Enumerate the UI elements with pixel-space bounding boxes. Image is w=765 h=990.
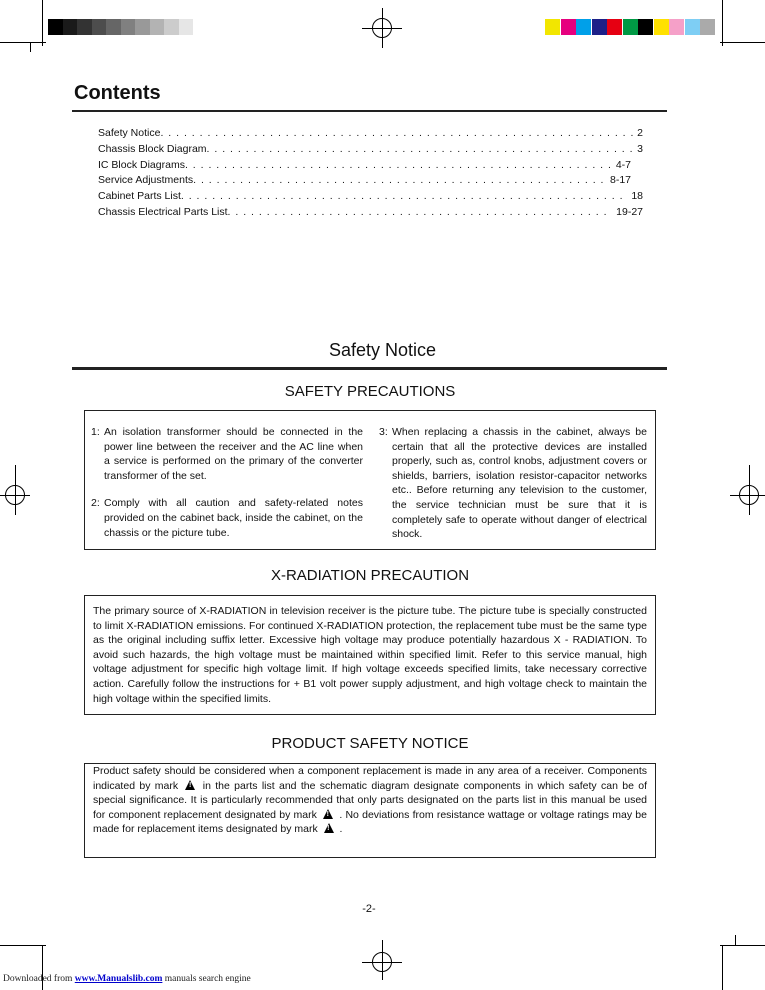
toc-label: Chassis Electrical Parts List bbox=[98, 205, 228, 218]
gray-swatch bbox=[106, 19, 121, 35]
gray-swatch bbox=[179, 19, 194, 35]
toc-label: Cabinet Parts List bbox=[98, 190, 181, 203]
product-text-part: in the parts list and the schematic diagram designate components in which safety can be of special significance. It is particularly recommended that only parts designated on the parts list in this manual be used for component replacement designated by mark bbox=[93, 779, 648, 821]
toc-entry[interactable] bbox=[98, 173, 643, 189]
precaution-item bbox=[379, 425, 647, 542]
toc-entry[interactable] bbox=[98, 142, 643, 158]
color-swatch bbox=[545, 19, 560, 35]
product-text-part: . No deviations from resistance wattage or voltage ratings may be made for replacement items designated by mark bbox=[93, 808, 647, 836]
toc-entry[interactable] bbox=[98, 189, 643, 205]
color-swatch bbox=[669, 19, 684, 35]
toc-page: 2 bbox=[637, 127, 643, 139]
gray-swatch bbox=[164, 19, 179, 35]
precaution-text: When replacing a chassis in the cabinet, always be certain that all the protective devices are installed properly, such as, control knobs, adjustment covers or shields, barriers, isolation resistor-capacitor networks etc.. Before returning any television to the customer, the service technician must be sure that it is completely safe to operate without danger of electrical shock. bbox=[392, 426, 647, 541]
manualslib-link[interactable]: www.Manualslib.com bbox=[74, 974, 163, 984]
precaution-item bbox=[91, 496, 363, 540]
xray-box bbox=[84, 595, 656, 715]
safety-divider bbox=[72, 367, 667, 370]
gray-swatch bbox=[48, 19, 63, 35]
precaution-number: 2: bbox=[91, 497, 100, 510]
toc-leader bbox=[193, 173, 606, 189]
toc-label: Service Adjustments bbox=[98, 174, 194, 187]
precaution-item bbox=[91, 425, 363, 483]
color-swatch bbox=[561, 19, 576, 35]
color-swatch bbox=[592, 19, 607, 35]
color-swatch bbox=[623, 19, 638, 35]
product-text-part: Product safety should be considered when a component replacement is made in any area of a receiver. Components indicated by mark bbox=[93, 765, 647, 792]
precaution-number: 3: bbox=[379, 426, 388, 438]
gray-swatch bbox=[92, 19, 107, 35]
toc-page: 18 bbox=[631, 190, 643, 203]
precaution-number: 1: bbox=[91, 426, 100, 438]
precaution-text: An isolation transformer should be connected in the power line between the receiver and the AC line when a service is performed on the primary of the converter transformer of the set. bbox=[104, 426, 363, 482]
xray-heading: X-RADIATION PRECAUTION bbox=[270, 567, 470, 584]
contents-title: Contents bbox=[74, 82, 161, 104]
footer-suffix: manuals search engine bbox=[164, 974, 251, 984]
warning-triangle-icon bbox=[324, 823, 334, 833]
contents-divider bbox=[72, 110, 667, 112]
toc-entry[interactable] bbox=[98, 158, 643, 174]
page-number: -2- bbox=[362, 903, 376, 915]
toc-page: 4-7 bbox=[615, 158, 631, 171]
gray-swatch bbox=[135, 19, 150, 35]
toc-page: 19-27 bbox=[616, 205, 643, 218]
table-of-contents bbox=[98, 126, 643, 221]
warning-triangle-icon bbox=[323, 809, 333, 819]
color-swatch bbox=[685, 19, 700, 35]
toc-leader bbox=[207, 142, 634, 158]
footer-prefix: Downloaded from bbox=[3, 974, 73, 984]
toc-leader bbox=[185, 158, 612, 174]
toc-label: IC Block Diagrams bbox=[98, 158, 185, 171]
toc-entry[interactable] bbox=[98, 205, 643, 221]
download-footer bbox=[3, 974, 251, 984]
toc-leader bbox=[181, 189, 627, 205]
xray-text: The primary source of X-RADIATION in television receiver is the picture tube. The picture tube is specially constructed to limit X-RADIATION emissions. For continued X-RADIATION protection, the replacement tube must be the same type as the original including suffix letter. Excessive high voltage may produce potentially hazardous X - RADIATION. To avoid such hazards, the high voltage must be maintained within specified limit. Refer to this service manual, high voltage adjustment for specific high voltage limit. If high voltage exceeds specified limits, take necessary corrective action. Carefully follow the instructions for + B1 volt power supply adjustment, and high voltage check to maintain the high voltage within the specified limits. bbox=[93, 605, 647, 705]
toc-leader bbox=[160, 126, 633, 142]
safety-notice-title: Safety Notice bbox=[328, 340, 437, 360]
gray-swatch bbox=[77, 19, 92, 35]
color-swatch bbox=[654, 19, 669, 35]
color-swatch bbox=[607, 19, 622, 35]
product-safety-heading: PRODUCT SAFETY NOTICE bbox=[271, 735, 469, 752]
toc-page: 8-17 bbox=[609, 174, 631, 187]
toc-entry[interactable] bbox=[98, 126, 643, 142]
toc-page: 3 bbox=[637, 142, 643, 155]
precaution-text: Comply with all caution and safety-related notes provided on the cabinet back, inside the cabinet, on the chassis or the picture tube. bbox=[104, 497, 363, 539]
gray-swatch bbox=[150, 19, 165, 35]
color-swatch bbox=[638, 19, 653, 35]
toc-leader bbox=[228, 205, 613, 221]
product-text-part: . bbox=[339, 823, 343, 836]
color-swatch bbox=[576, 19, 591, 35]
safety-precautions-box bbox=[84, 410, 656, 550]
color-swatch bbox=[700, 19, 715, 35]
product-safety-text bbox=[93, 764, 647, 837]
warning-triangle-icon bbox=[185, 780, 195, 790]
gray-swatch bbox=[121, 19, 136, 35]
toc-label: Chassis Block Diagram bbox=[98, 142, 207, 155]
gray-swatch bbox=[63, 19, 78, 35]
grayscale-bar bbox=[48, 19, 193, 35]
product-safety-box bbox=[84, 763, 656, 858]
toc-label: Safety Notice bbox=[98, 127, 161, 139]
safety-precautions-heading: SAFETY PRECAUTIONS bbox=[284, 383, 456, 400]
